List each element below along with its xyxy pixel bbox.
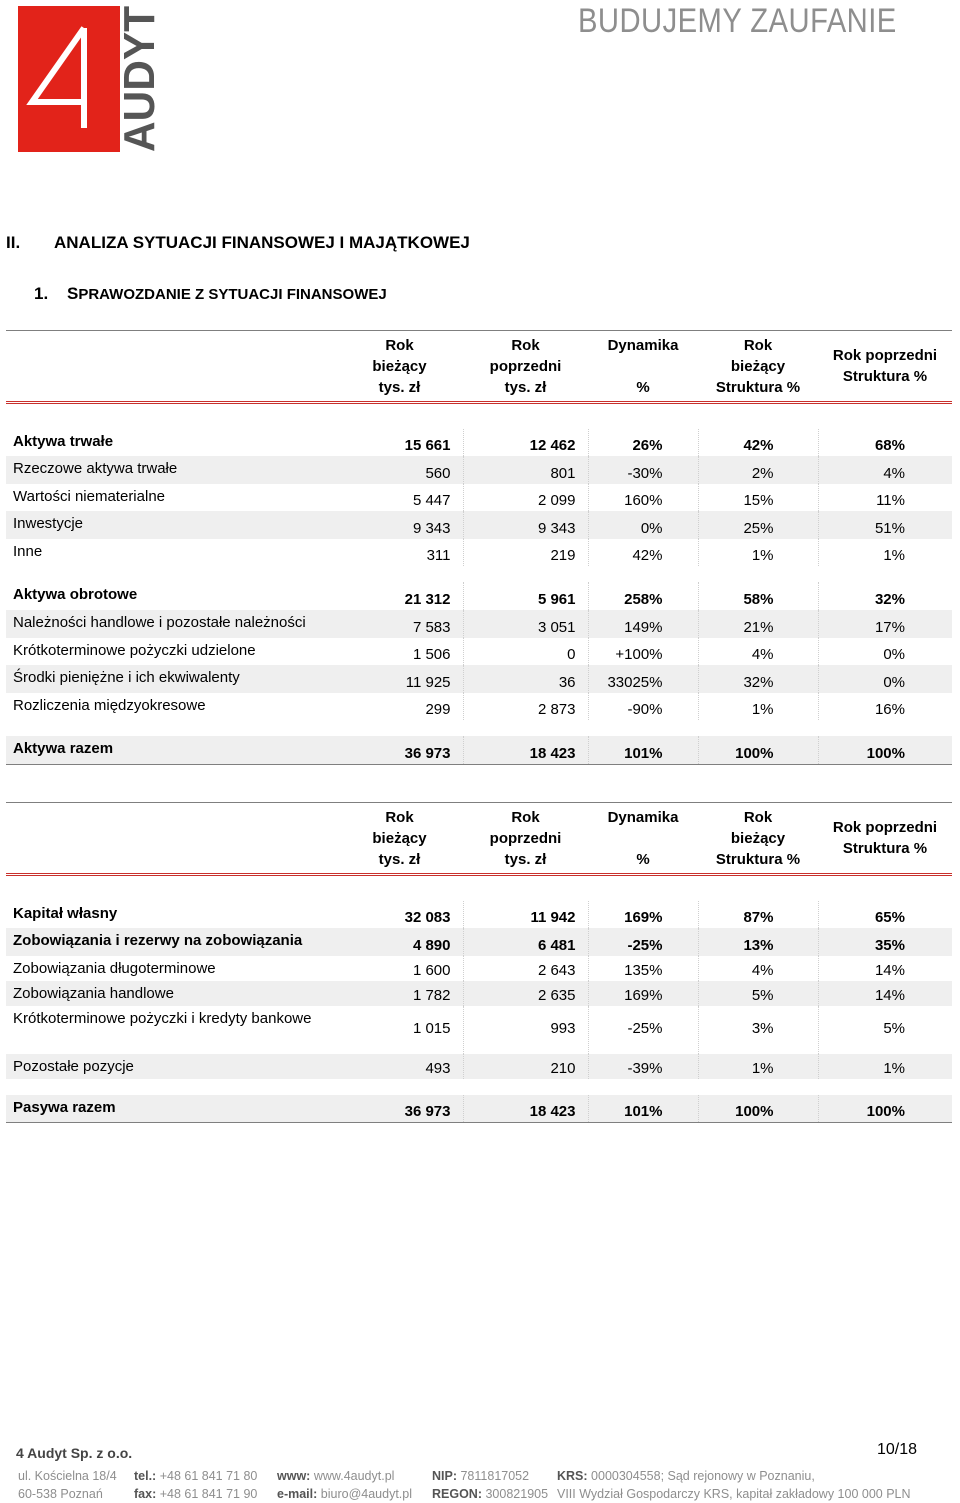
- spacer-row: [6, 720, 952, 736]
- value-dynamics: 258%: [588, 582, 698, 610]
- total-row: [6, 736, 952, 764]
- value-dynamics: 0%: [588, 511, 698, 539]
- structure-current: 58%: [698, 582, 818, 610]
- header-spacer: [6, 803, 336, 875]
- value-current: 1 782: [336, 981, 463, 1006]
- value-previous: 2 873: [463, 693, 588, 721]
- table-row: [6, 981, 952, 1006]
- value-current: 15 661: [336, 429, 463, 457]
- structure-previous: 68%: [874, 437, 905, 455]
- total-row: [6, 1095, 952, 1123]
- value-current: 9 343: [336, 511, 463, 539]
- footer-email-link[interactable]: biuro@4audyt.pl: [320, 1487, 412, 1501]
- column-header-line: poprzedni: [489, 829, 562, 847]
- equity-row: [6, 901, 952, 929]
- column-header-line: tys. zł: [378, 850, 421, 868]
- structure-current: 2%: [698, 456, 818, 484]
- row-label: Należności handlowe i pozostałe należności: [6, 610, 336, 638]
- row-label: Kapitał własny: [13, 904, 118, 922]
- table-row: [6, 693, 952, 721]
- group-total-row: [6, 429, 952, 457]
- row-label: Krótkoterminowe pożyczki i kredyty bankowe: [13, 1009, 312, 1027]
- value-current: 36 973: [336, 1095, 463, 1123]
- liabilities-table: [6, 802, 952, 1123]
- structure-previous: 100%: [818, 736, 952, 764]
- column-header: [463, 331, 588, 403]
- structure-previous: 14%: [818, 981, 952, 1006]
- company-logo: [18, 6, 162, 152]
- row-label: Zobowiązania długoterminowe: [13, 959, 216, 977]
- value-previous: 36: [463, 665, 588, 693]
- footer-ids: NIP: 7811817052 REGON: 300821905: [432, 1469, 549, 1501]
- column-header-line: Rok poprzedni: [832, 347, 938, 364]
- value-dynamics: 160%: [588, 484, 698, 512]
- value-current: 21 312: [336, 582, 463, 610]
- spacer-row: [6, 403, 952, 429]
- structure-current: 1%: [698, 539, 818, 567]
- row-label: Zobowiązania i rezerwy na zobowiązania: [6, 928, 336, 956]
- structure-current: 21%: [698, 610, 818, 638]
- structure-previous: 1%: [818, 1054, 952, 1079]
- column-header-line: Rok: [511, 808, 540, 826]
- value-current: 7 583: [336, 610, 463, 638]
- row-label: Inne: [13, 542, 43, 560]
- section-heading: II. ANALIZA SYTUACJI FINANSOWEJ I MAJĄTKOWEJ: [6, 233, 470, 252]
- value-previous: 210: [463, 1054, 588, 1079]
- value-previous: 993: [463, 1006, 588, 1054]
- column-header-line: bieżący: [372, 357, 427, 375]
- column-header-line: bieżący: [730, 357, 786, 375]
- footer-phone: tel.: +48 61 841 71 80 fax: +48 61 841 71 90: [134, 1469, 258, 1501]
- value-previous: 3 051: [463, 610, 588, 638]
- structure-previous: 0%: [883, 646, 905, 664]
- value-current: 5 447: [336, 484, 463, 512]
- table-row: [6, 665, 952, 693]
- footer-address: ul. Kościelna 18/4 60-538 Poznań: [18, 1469, 117, 1501]
- structure-previous: 14%: [874, 961, 905, 979]
- structure-previous: 0%: [818, 665, 952, 693]
- value-dynamics: 101%: [588, 736, 698, 764]
- row-label: Środki pieniężne i ich ekwiwalenty: [6, 665, 336, 693]
- row-label: Pozostałe pozycje: [6, 1054, 336, 1079]
- value-dynamics: -39%: [588, 1054, 698, 1079]
- structure-current: 42%: [698, 429, 818, 457]
- column-header: [336, 331, 463, 403]
- page-number: 10/18: [877, 1441, 918, 1458]
- spacer-row: [6, 875, 952, 901]
- column-header-line: Struktura %: [715, 378, 801, 396]
- value-previous: 18 423: [463, 1095, 588, 1123]
- row-label: Rzeczowe aktywa trwałe: [6, 456, 336, 484]
- structure-current: 5%: [698, 981, 818, 1006]
- value-current: 1 506: [336, 638, 463, 666]
- value-previous: 0: [463, 638, 588, 666]
- footer-web: www: www.4audyt.pl e-mail: biuro@4audyt.pl: [277, 1469, 412, 1501]
- structure-previous: 65%: [874, 909, 905, 927]
- group-total-row: [6, 582, 952, 610]
- value-current: 32 083: [336, 901, 463, 929]
- value-current: 36 973: [336, 736, 463, 764]
- structure-current: 25%: [698, 511, 818, 539]
- value-dynamics: 101%: [588, 1095, 698, 1123]
- column-header: [698, 331, 818, 403]
- structure-current: 1%: [698, 693, 818, 721]
- value-previous: 9 343: [463, 511, 588, 539]
- value-current: 4 890: [336, 928, 463, 956]
- value-dynamics: +100%: [588, 638, 698, 666]
- value-dynamics: 169%: [588, 901, 698, 929]
- value-previous: 2 099: [463, 484, 588, 512]
- value-dynamics: 149%: [588, 610, 698, 638]
- value-dynamics: 169%: [588, 981, 698, 1006]
- value-previous: 11 942: [463, 901, 588, 929]
- footer-krs: KRS: 0000304558; Sąd rejonowy w Poznaniu, VIII Wydział Gospodarczy KRS, kapitał zakładowy 100 000 PLN: [557, 1469, 911, 1501]
- value-dynamics: 26%: [588, 429, 698, 457]
- structure-previous: 35%: [818, 928, 952, 956]
- value-previous: 2 635: [463, 981, 588, 1006]
- column-header-line: Dynamika: [607, 336, 679, 354]
- value-previous: 2 643: [463, 956, 588, 981]
- row-label: Pasywa razem: [6, 1095, 336, 1123]
- column-header-line: Rok: [511, 336, 540, 354]
- column-header-line: %: [636, 850, 650, 868]
- table-row: [6, 638, 952, 666]
- row-label: Zobowiązania handlowe: [6, 981, 336, 1006]
- structure-current: 87%: [698, 901, 818, 929]
- column-header: [818, 331, 952, 403]
- column-header-line: bieżący: [372, 829, 427, 847]
- structure-current: 1%: [698, 1054, 818, 1079]
- table-row: [6, 1006, 952, 1054]
- table-row: [6, 511, 952, 539]
- row-label: Rozliczenia międzyokresowe: [13, 696, 206, 714]
- structure-current: 100%: [698, 736, 818, 764]
- column-header-line: Rok: [743, 336, 773, 354]
- structure-previous: 16%: [874, 701, 905, 719]
- structure-previous: 1%: [883, 547, 905, 565]
- column-header-line: Struktura %: [715, 850, 801, 868]
- column-header-line: bieżący: [730, 829, 786, 847]
- spacer-row: [6, 1079, 952, 1095]
- column-header: [588, 331, 698, 403]
- structure-previous: 17%: [818, 610, 952, 638]
- structure-current: 100%: [698, 1095, 818, 1123]
- value-previous: 6 481: [463, 928, 588, 956]
- table-row: [6, 456, 952, 484]
- value-current: 299: [336, 693, 463, 721]
- value-previous: 12 462: [463, 429, 588, 457]
- value-current: 1 600: [336, 956, 463, 981]
- column-header-line: Rok: [385, 808, 414, 826]
- column-header-line: [588, 356, 698, 377]
- column-header-line: Struktura %: [842, 368, 928, 385]
- structure-previous: 4%: [818, 456, 952, 484]
- table-row: [6, 539, 952, 567]
- structure-current: 15%: [698, 484, 818, 512]
- column-header-line: Dynamika: [607, 808, 679, 826]
- column-header-line: poprzedni: [489, 357, 562, 375]
- row-label: Aktywa razem: [6, 736, 336, 764]
- value-previous: 801: [463, 456, 588, 484]
- tagline: BUDUJEMY ZAUFANIE: [578, 2, 897, 40]
- table-row: [6, 610, 952, 638]
- table-header-row: [6, 803, 952, 875]
- structure-current: 4%: [698, 638, 818, 666]
- row-label: Krótkoterminowe pożyczki udzielone: [13, 641, 256, 659]
- structure-current: 32%: [698, 665, 818, 693]
- column-header-line: tys. zł: [378, 378, 421, 396]
- row-label: Aktywa obrotowe: [13, 586, 138, 604]
- structure-previous: 5%: [883, 1020, 905, 1038]
- column-header-line: Struktura %: [842, 840, 928, 857]
- structure-current: 3%: [698, 1006, 818, 1054]
- value-previous: 18 423: [463, 736, 588, 764]
- footer-company: 4 Audyt Sp. z o.o.: [16, 1445, 133, 1461]
- group-total-row: [6, 928, 952, 956]
- column-header-line: Rok: [385, 336, 414, 354]
- column-header: [818, 803, 952, 875]
- value-dynamics: 42%: [588, 539, 698, 567]
- table-row: [6, 956, 952, 981]
- row-label: Inwestycje: [6, 511, 336, 539]
- value-current: 1 015: [336, 1006, 463, 1054]
- structure-previous: 32%: [874, 591, 905, 609]
- value-dynamics: -90%: [588, 693, 698, 721]
- spacer-row: [6, 566, 952, 582]
- structure-previous: 100%: [818, 1095, 952, 1123]
- structure-current: 13%: [698, 928, 818, 956]
- column-header-line: %: [636, 378, 650, 396]
- column-header-line: Rok: [743, 808, 773, 826]
- value-dynamics: -30%: [588, 456, 698, 484]
- row-label: Aktywa trwałe: [13, 432, 114, 450]
- column-header-line: tys. zł: [504, 850, 547, 868]
- column-header: [588, 803, 698, 875]
- value-previous: 5 961: [463, 582, 588, 610]
- logo-wordmark: AUDYT: [115, 6, 162, 152]
- value-dynamics: 33025%: [588, 665, 698, 693]
- value-current: 11 925: [336, 665, 463, 693]
- value-current: 311: [336, 539, 463, 567]
- row-label: Wartości niematerialne: [13, 487, 165, 505]
- column-header-line: tys. zł: [504, 378, 547, 396]
- table-row: [6, 484, 952, 512]
- column-header-line: [588, 828, 698, 849]
- value-dynamics: 135%: [588, 956, 698, 981]
- column-header: [463, 803, 588, 875]
- value-current: 560: [336, 456, 463, 484]
- value-dynamics: -25%: [588, 928, 698, 956]
- subsection-heading: 1. SPRAWOZDANIE Z SYTUACJI FINANSOWEJ: [34, 284, 387, 303]
- column-header: [698, 803, 818, 875]
- structure-current: 4%: [698, 956, 818, 981]
- assets-table: [6, 330, 952, 765]
- value-previous: 219: [463, 539, 588, 567]
- header-spacer: [6, 331, 336, 403]
- table-header-row: [6, 331, 952, 403]
- footer-www-link[interactable]: www.4audyt.pl: [313, 1469, 395, 1483]
- structure-previous: 11%: [876, 492, 905, 510]
- structure-previous: 51%: [818, 511, 952, 539]
- value-dynamics: -25%: [588, 1006, 698, 1054]
- column-header: [336, 803, 463, 875]
- value-current: 493: [336, 1054, 463, 1079]
- table-row: [6, 1054, 952, 1079]
- column-header-line: Rok poprzedni: [832, 819, 938, 836]
